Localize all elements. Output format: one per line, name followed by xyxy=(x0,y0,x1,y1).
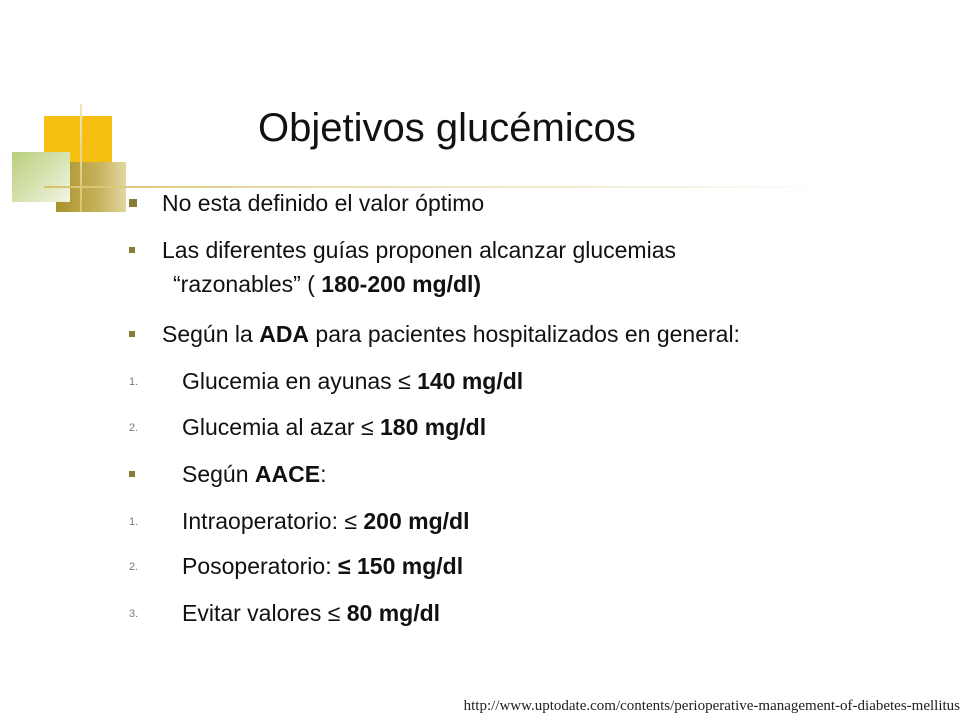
slide-title: Objetivos glucémicos xyxy=(258,106,636,150)
number-marker: 2. xyxy=(129,561,139,573)
numbered-text: Posoperatorio: ≤ 150 mg/dl xyxy=(182,553,464,579)
numbered-text: Glucemia al azar ≤ 180 mg/dl xyxy=(182,414,487,440)
bullet-text-line2: “razonables” ( 180-200 mg/dl) xyxy=(173,271,482,297)
decorative-vertical-line xyxy=(80,104,82,212)
small-square-bullet-icon xyxy=(129,471,135,477)
numbered-text: Intraoperatorio: ≤ 200 mg/dl xyxy=(182,508,470,534)
bullet-text: Según AACE: xyxy=(182,461,327,487)
number-marker: 1. xyxy=(129,376,139,388)
numbered-text: Glucemia en ayunas ≤ 140 mg/dl xyxy=(182,368,524,394)
bullet-text: Según la ADA para pacientes hospitalizados en general: xyxy=(162,321,740,347)
square-bullet-icon xyxy=(129,199,137,207)
source-link[interactable]: http://www.uptodate.com/contents/perioperative-management-of-diabetes-mellitus xyxy=(463,698,960,714)
small-square-bullet-icon xyxy=(129,331,135,337)
small-square-bullet-icon xyxy=(129,247,135,253)
number-marker: 3. xyxy=(129,608,139,620)
numbered-text: Evitar valores ≤ 80 mg/dl xyxy=(182,600,441,626)
number-marker: 2. xyxy=(129,422,139,434)
bullet-text-line1: Las diferentes guías proponen alcanzar glucemias xyxy=(162,237,676,263)
bullet-text: No esta definido el valor óptimo xyxy=(162,190,485,216)
decorative-green-square xyxy=(12,152,70,202)
number-marker: 1. xyxy=(129,516,139,528)
